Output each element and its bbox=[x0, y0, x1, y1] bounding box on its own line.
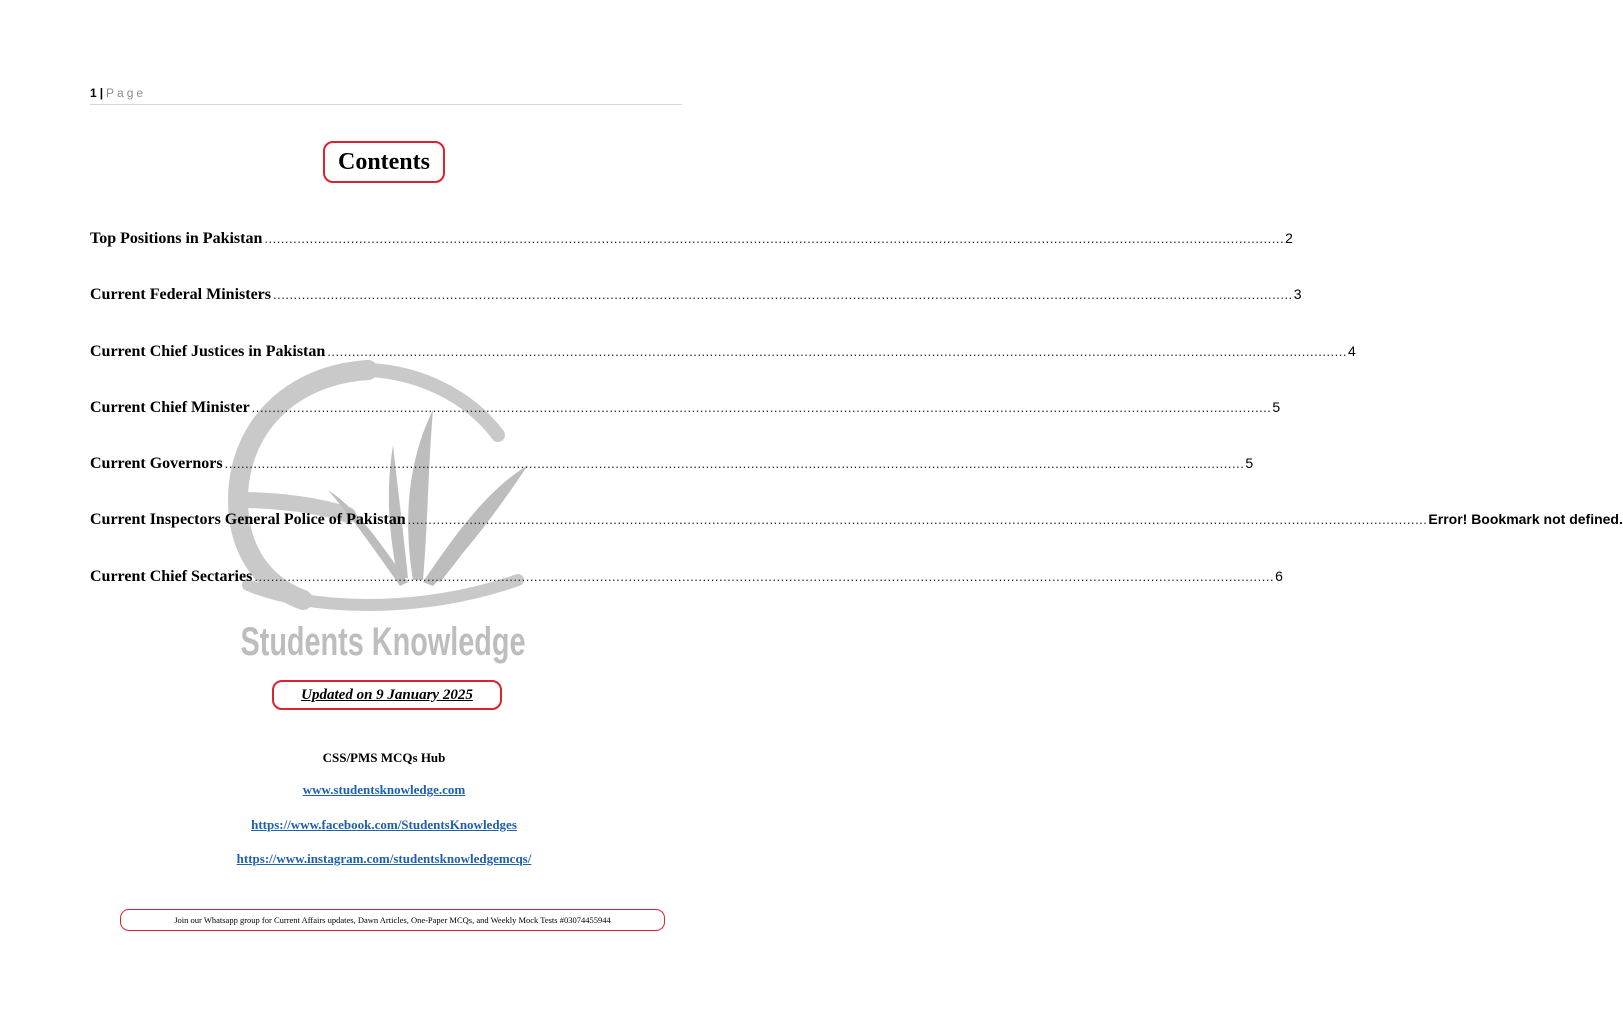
page-number: 1 bbox=[90, 86, 97, 100]
toc-leader bbox=[252, 400, 1272, 415]
contents-title: Contents bbox=[337, 148, 430, 175]
updated-date-box bbox=[272, 680, 502, 710]
toc-entry-title: Current Federal Ministers bbox=[90, 286, 271, 303]
toc-entry-title: Current Governors bbox=[90, 455, 223, 472]
toc-entry[interactable] bbox=[90, 230, 1293, 252]
footer-note-text: Join our Whatsapp group for Current Affairs updates, Dawn Articles, One-Paper MCQs, and Weekly Mock Tests #03074455944 bbox=[174, 915, 611, 925]
page-header bbox=[90, 86, 682, 105]
website-link[interactable]: www.studentsknowledge.com bbox=[302, 782, 466, 797]
toc-entry[interactable] bbox=[90, 568, 1283, 590]
page-word: Page bbox=[106, 86, 147, 100]
students-knowledge-watermark bbox=[218, 350, 548, 670]
toc-entry-title: Current Chief Minister bbox=[90, 399, 250, 416]
toc-leader bbox=[408, 512, 1428, 527]
toc-page-number: 6 bbox=[1275, 568, 1283, 584]
toc-entry-title: Current Chief Justices in Pakistan bbox=[90, 343, 326, 360]
toc-entry[interactable] bbox=[90, 511, 1623, 533]
toc-page-number: 2 bbox=[1285, 230, 1293, 246]
toc-entry-title: Current Chief Sectaries bbox=[90, 568, 253, 585]
header-separator: | bbox=[99, 86, 104, 100]
toc-entry[interactable] bbox=[90, 343, 1356, 365]
toc-page-number: 5 bbox=[1272, 399, 1281, 415]
toc-page-number: 3 bbox=[1293, 286, 1302, 302]
toc-entry[interactable] bbox=[90, 286, 1302, 308]
toc-leader bbox=[264, 231, 1284, 246]
toc-entry-title: Top Positions in Pakistan bbox=[90, 230, 263, 247]
watermark-text: Students Knowledge bbox=[240, 620, 526, 664]
toc-entry-title: Current Inspectors General Police of Pakistan bbox=[90, 511, 406, 528]
toc-leader bbox=[327, 344, 1347, 359]
toc-entry[interactable] bbox=[90, 399, 1281, 421]
toc-entry[interactable] bbox=[90, 455, 1254, 477]
toc-leader bbox=[273, 287, 1293, 302]
contents-title-box bbox=[323, 141, 445, 183]
instagram-link[interactable]: https://www.instagram.com/studentsknowledgemcqs/ bbox=[236, 851, 532, 866]
whatsapp-footer-note bbox=[120, 909, 665, 931]
toc-page-error: Error! Bookmark not defined. bbox=[1428, 511, 1623, 527]
updated-date: Updated on 9 January 2025 bbox=[301, 686, 473, 703]
toc-leader bbox=[225, 456, 1245, 471]
toc-leader bbox=[254, 569, 1274, 584]
toc-page-number: 4 bbox=[1348, 343, 1356, 359]
toc-page-number: 5 bbox=[1245, 455, 1254, 471]
hub-title: CSS/PMS MCQs Hub bbox=[322, 750, 446, 765]
facebook-link[interactable]: https://www.facebook.com/StudentsKnowledges bbox=[251, 817, 517, 832]
